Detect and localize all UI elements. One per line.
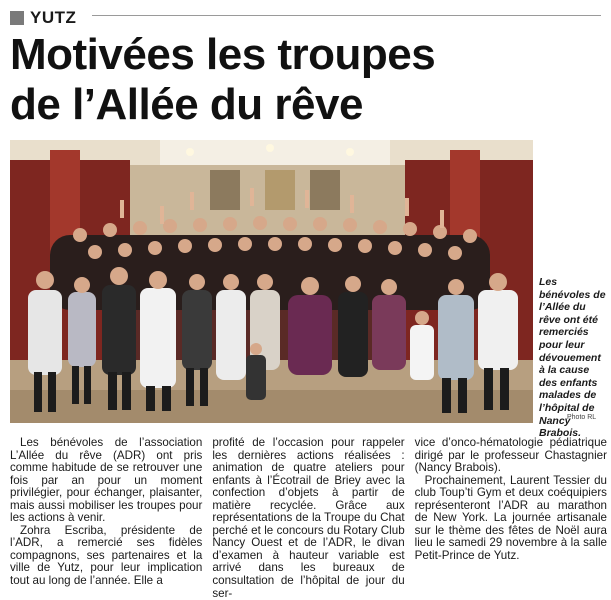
- article-body: [10, 436, 607, 600]
- headline: [10, 30, 605, 130]
- section-name: YUTZ: [30, 8, 77, 27]
- headline-line-1: Motivées les troupes: [10, 30, 436, 79]
- group-photo-illustration: [10, 140, 533, 423]
- article-column-1: [10, 436, 203, 588]
- article-paragraph: vice d’onco-hématologie pédiatrique dirigé par le professeur Chastagnier (Nancy Brabois).: [414, 436, 607, 475]
- photo-caption: Les bénévoles de l’Allée du rêve ont été remerciés pour leur dévouement à la cause des enfants malades de l’hôpital de Nancy Brabois.: [539, 276, 606, 440]
- section-tag: [10, 8, 76, 28]
- article-paragraph: Prochainement, Laurent Tessier du club Toup’ti Gym et deux coéquipiers représenteront l’ADR au marathon de New York. La journée artisanale sur le thème des fêtes de Noël aura lieu le samedi 29 novembre à la salle Petit-Prince de Yutz.: [414, 473, 607, 562]
- section-rule: [92, 15, 601, 16]
- article-paragraph: Les bénévoles de l’association L’Allée du rêve (ADR) ont pris comme habitude de se retrouver une fois par an pour un moment privilégier, pour échanger, plaisanter, mais aussi mobiliser les troupes pour les actions à venir.: [10, 436, 203, 525]
- photo-credit: Photo RL: [567, 414, 597, 421]
- article-paragraph: Zohra Escriba, présidente de l’ADR, a remercié ses fidèles compagnons, ses partenaires et la ville de Yutz, pour leur implication tout au long de l’année. Elle a: [10, 523, 203, 588]
- article-column-3: [414, 436, 607, 562]
- headline-line-2: de l’Allée du rêve: [10, 80, 363, 129]
- group-photo: [10, 140, 533, 423]
- article-column-2: [212, 436, 405, 600]
- section-square-icon: [10, 11, 24, 25]
- article-paragraph: profité de l’occasion pour rappeler les dernières actions réalisées : animation de quatre ateliers pour enfants à l’Écotrail de Briey avec la confection d’objets à partir de matière recyclée. Grâce aux représentations de la Troupe du Chat perché et le concours du Rotary Club Nancy Ouest et de l’ADR, le divan d’examen à hauteur variable est arrivé dans les bureaux de consultation de l’hôpital de jour du ser-: [212, 436, 405, 600]
